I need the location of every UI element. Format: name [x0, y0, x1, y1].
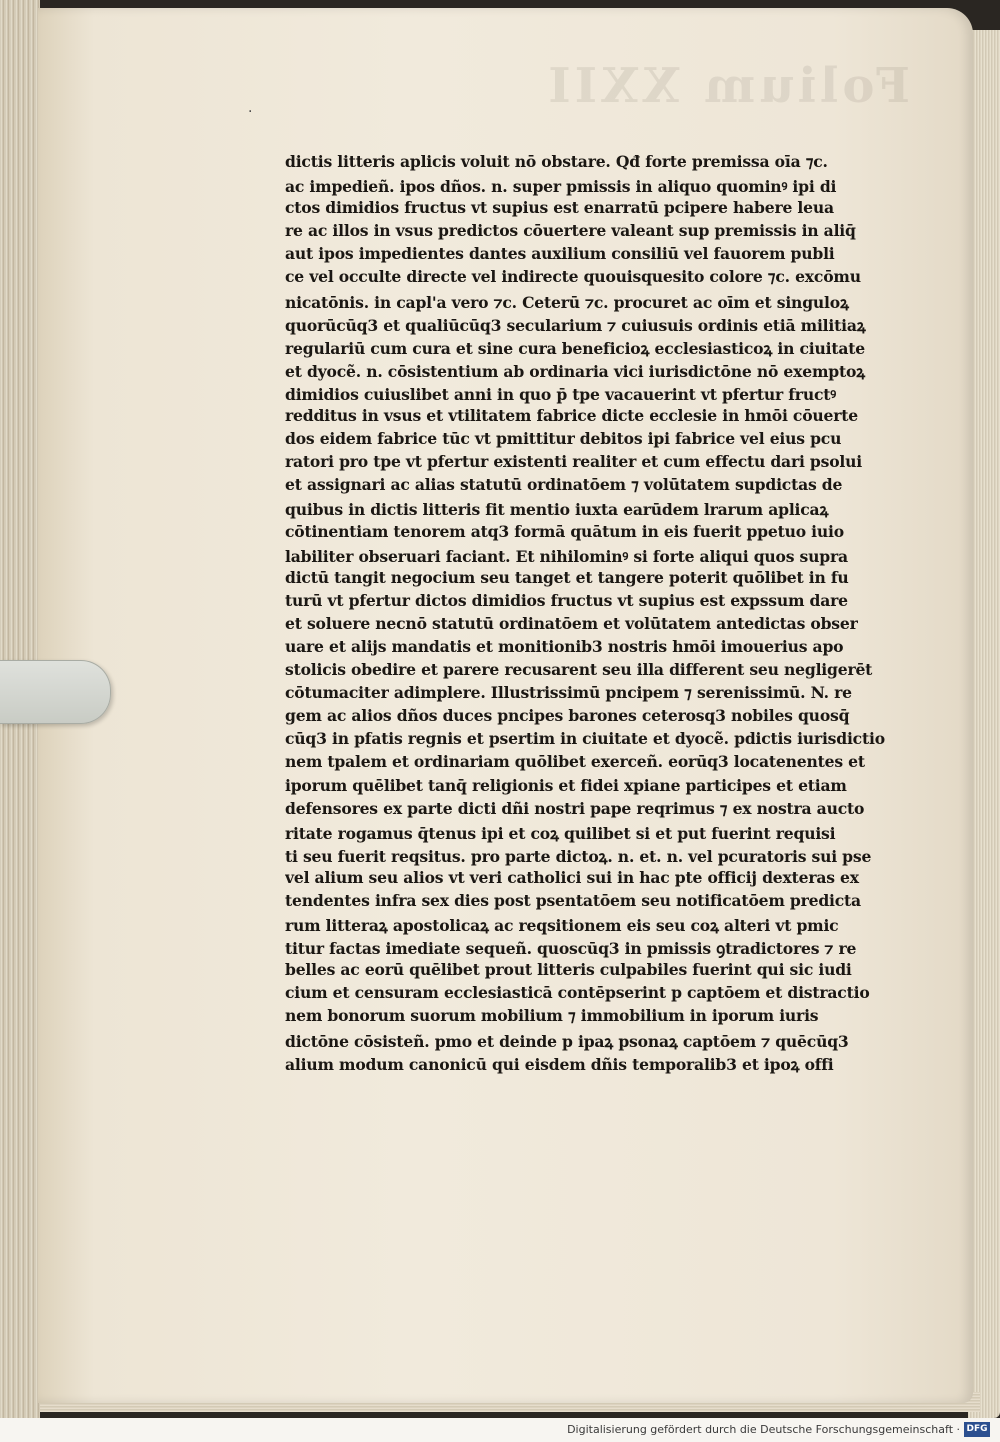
blackletter-text-block	[285, 152, 900, 1076]
text-line: stolicis obedire et parere recusarent seu illa different seu negligerēt	[285, 660, 873, 680]
text-line: cōtumaciter adimplere. Illustrissimū pncipem ⁊ serenissimū. N. re	[285, 683, 852, 703]
text-line: uare et alijs mandatis et monitionib3 nostris hmōi imouerius apo	[285, 636, 844, 656]
text-line: dimidios cuiuslibet anni in quo p̄ tpe vacauerint vt pfertur fructꝰ	[285, 384, 837, 404]
text-line: redditus in vsus et vtilitatem fabrice dicte ecclesie in hmōi cōuerte	[285, 406, 858, 426]
text-line: tendentes infra sex dies post psentatōem seu notificatōem predicta	[285, 891, 861, 910]
dfg-logo: DFG	[964, 1422, 990, 1437]
text-line: aut ipos impedientes dantes auxilium consiliū vel fauorem publi	[285, 244, 835, 264]
text-line: dictū tangit negocium seu tanget et tangere poterit quōlibet in fu	[285, 567, 849, 587]
text-line: gem ac alios dños duces pncipes barones ceterosq3 nobiles quosq̄	[285, 706, 850, 726]
footer-bar	[0, 1418, 1000, 1442]
text-line: iporum quēlibet tanq̄ religionis et fidei xpiane participes et etiam	[285, 775, 847, 795]
text-line: nem tpalem et ordinariam quōlibet exerceñ. eorūq3 locatenentes et	[285, 752, 865, 772]
text-line: rum litteraꝝ apostolicaꝝ ac reqsitionem eis seu coꝝ alteri vt pmic	[285, 916, 839, 936]
text-line: ctos dimidios fructus vt supius est enarratū pcipere habere leua	[285, 198, 834, 218]
text-line: ac impedieñ. ipos dños. n. super pmissis in aliquo quominꝰ ipi di	[285, 177, 837, 197]
footer-credit: Digitalisierung gefördert durch die Deutsche Forschungsgemeinschaft ·	[567, 1423, 960, 1436]
page-clip-marker	[0, 660, 111, 724]
text-line: ce vel occulte directe vel indirecte quouisquesito colore ⁊c. excōmu	[285, 267, 861, 287]
text-line: belles ac eorū quēlibet prout litteris culpabiles fuerint qui sic iudi	[285, 960, 852, 980]
text-line: quorūcūq3 et qualiūcūq3 secularium ⁊ cuiusuis ordinis etiā militiaꝝ	[285, 315, 866, 335]
show-through-bleed: Folium XXII	[544, 58, 910, 114]
text-line: dictis litteris aplicis voluit nō obstare. Qđ forte premissa oīa ⁊c.	[285, 152, 828, 171]
text-line: re ac illos in vsus predictos cōuertere valeant sup premissis in aliq̄	[285, 221, 856, 241]
text-line: regulariū cum cura et sine cura beneficioꝝ ecclesiasticoꝝ in ciuitate	[285, 338, 865, 358]
text-line: nem bonorum suorum mobilium ⁊ immobilium in iporum iuris	[285, 1006, 819, 1026]
text-line: ritate rogamus q̄tenus ipi et coꝝ quilibet si et put fuerint requisi	[285, 823, 836, 843]
text-line: titur factas imediate sequeñ. quoscūq3 in pmissis ꝯtradictores ⁊ re	[285, 939, 857, 959]
text-line: dos eidem fabrice tūc vt pmittitur debitos ipi fabrice vel eius pcu	[285, 429, 842, 449]
text-line: quibus in dictis litteris fit mentio iuxta earūdem lrarum aplicaꝝ	[285, 500, 829, 520]
text-line: turū vt pfertur dictos dimidios fructus vt supius est expssum dare	[285, 590, 848, 610]
text-line: labiliter obseruari faciant. Et nihilominꝰ si forte aliqui quos supra	[285, 546, 848, 566]
text-line: cium et censuram ecclesiasticā contēpserint p captōem et distractio	[285, 983, 870, 1003]
text-line: vel alium seu alios vt veri catholici sui in hac pte officij dexteras ex	[285, 867, 859, 887]
text-line: et soluere necnō statutū ordinatōem et volūtatem antedictas obser	[285, 613, 858, 633]
text-line: alium modum canonicū qui eisdem dñis temporalib3 et ipoꝝ offi	[285, 1054, 834, 1074]
text-line: ratori pro tpe vt pfertur existenti realiter et cum effectu dari psolui	[285, 452, 862, 472]
text-line: cūq3 in pfatis regnis et psertim in ciuitate et dyocẽ. pdictis iurisdictio	[285, 729, 885, 749]
text-line: et dyocẽ. n. cōsistentium ab ordinaria vici iurisdictōne nō exemptoꝝ	[285, 361, 865, 381]
text-line: ti seu fuerit reqsitus. pro parte dictoꝝ. n. et. n. vel pcuratoris sui pse	[285, 846, 872, 866]
text-line: nicatōnis. in capl'a vero ⁊c. Ceterū ⁊c. procuret ac oīm et singuloꝝ	[285, 292, 849, 312]
pencil-mark: ·	[248, 104, 253, 120]
text-line: et assignari ac alias statutū ordinatōem ⁊ volūtatem supdictas de	[285, 475, 843, 495]
text-line: cōtinentiam tenorem atq3 formā quātum in eis fuerit ppetuo iuio	[285, 521, 844, 541]
text-line: dictōne cōsisteñ. pmo et deinde p ipaꝝ psonaꝝ captōem ⁊ quēcūq3	[285, 1031, 849, 1051]
text-line: defensores ex parte dicti dñi nostri pape reqrimus ⁊ ex nostra aucto	[285, 798, 865, 818]
